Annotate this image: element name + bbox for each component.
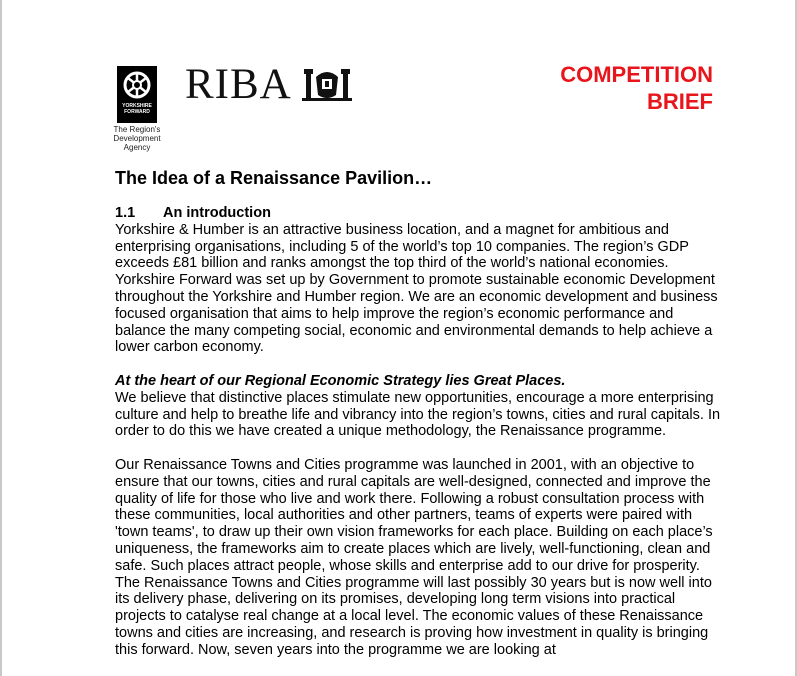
document-body (115, 205, 725, 659)
paragraph-2: We believe that distinctive places stimulate new opportunities, encourage a more enterprising culture and help to breathe life and vibrancy into the region’s towns, cities and rural capitals. In order to do this we have created a unique methodology, the Renaissance programme. (115, 389, 721, 440)
section-heading (115, 205, 725, 222)
riba-logo (185, 62, 352, 108)
subheading: At the heart of our Regional Economic Strategy lies Great Places. (115, 372, 566, 389)
riba-crest-icon (302, 65, 352, 108)
paragraph-3: Our Renaissance Towns and Cities programme was launched in 2001, with an objective to ensure that our towns, cities and rural capitals are well-designed, connected and improve the quality of life for those who live and work there. Following a robust consultation process with these communities, local authorities and other partners, teams of experts were paired with 'town teams', to draw up their own vision frameworks for each place. Building on each place’s uniqueness, the frameworks aim to create places which are lively, well-functioning, clean and safe. Such places attract people, whose skills and enterprise add to our drive for prosperity. The Renaissance Towns and Cities programme will last possibly 30 years but is now well into its delivery phase, delivering on its promises, developing long term visions into practical projects to catalyse real change at a local level. The economic values of these Renaissance towns and cities are increasing, and research is proving how investment in quality is bringing this forward. Now, seven years into the programme we are looking at (115, 456, 713, 658)
yorkshire-forward-emblem (117, 66, 157, 123)
section-number: 1.1 (115, 205, 136, 221)
page-title: The Idea of a Renaissance Pavilion… (115, 168, 433, 188)
intro-paragraph: Yorkshire & Humber is an attractive business location, and a magnet for ambitious and enterprising organisations, including 5 of the world’s top 10 companies. The region’s GDP exceeds £81 billion and ranks amongst the top third of the world’s national economies. Yorkshire Forward was set up by Government to promote sustainable economic Development throughout the Yorkshire and Humber region. We are an economic development and business focused organisation that aims to help improve the region’s economic performance and balance the many competing social, economic and environmental demands to help achieve a lower carbon economy. (115, 221, 718, 356)
rose-emblem-icon (122, 70, 152, 102)
logo-org-name: YORKSHIRE FORWARD (122, 103, 152, 115)
logo-tagline: The Region's Development Agency (113, 125, 161, 152)
title-line-2: BRIEF (647, 89, 713, 114)
page-edge-left (0, 0, 2, 676)
title-line-1: COMPETITION (560, 62, 713, 87)
competition-brief-title (520, 61, 713, 115)
section-title: An introduction (163, 205, 271, 221)
riba-wordmark: RIBA (185, 61, 292, 108)
yorkshire-forward-logo (103, 66, 175, 152)
